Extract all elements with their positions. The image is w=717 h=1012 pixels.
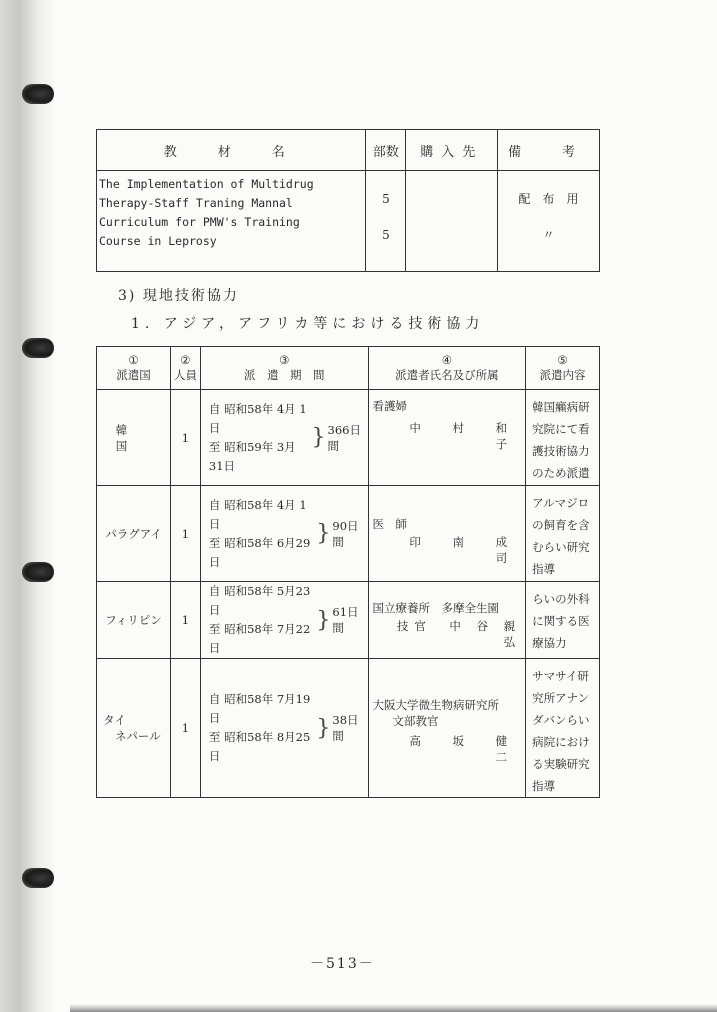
- dispatchee-name: 印 南 成 司: [409, 535, 522, 565]
- page-bottom-edge: [70, 1004, 717, 1012]
- material-name-line: Therapy-Staff Traning Mannal: [99, 196, 293, 210]
- material-name-line: The Implementation of Multidrug: [99, 177, 314, 191]
- copies-value: 5: [382, 192, 390, 206]
- brace-icon: }: [316, 607, 331, 633]
- header-remarks: 備 考: [498, 130, 600, 171]
- content-cell: アルマジロ の飼育を含 むらい研究 指導: [526, 486, 600, 582]
- dispatchee-cell: [368, 659, 526, 798]
- page-number: －513－: [310, 956, 375, 972]
- dispatch-table: [96, 346, 600, 798]
- content-cell: らいの外科 に関する医 療協力: [526, 582, 600, 659]
- period-to: 至 昭和59年 3月31日: [208, 439, 296, 473]
- material-purchase-cell: [406, 171, 498, 272]
- materials-header-row: [97, 130, 600, 171]
- binder-ring: [22, 868, 54, 888]
- brace-icon: }: [311, 425, 326, 450]
- period-days: 61日間: [332, 605, 359, 635]
- dispatch-row: [97, 486, 600, 582]
- count-cell: 1: [170, 582, 200, 659]
- period-days: 366日間: [327, 422, 361, 453]
- material-name-cell: [97, 171, 366, 272]
- header-country: ① 派遣国: [97, 347, 171, 390]
- dispatchee-name: 中 村 和 子: [409, 421, 522, 451]
- period-cell: [200, 659, 368, 798]
- dispatchee-cell: [368, 486, 526, 582]
- count-cell: 1: [170, 390, 200, 486]
- country-cell: 韓 国: [97, 390, 171, 486]
- country-cell: フィリピン: [97, 582, 171, 659]
- header-content: ⑤ 派遣内容: [526, 347, 600, 390]
- count-cell: 1: [170, 486, 200, 582]
- material-name-line: Curriculum for PMW's Training: [99, 215, 300, 229]
- header-period: ③ 派 遣 期 間: [200, 347, 368, 390]
- binder-ring: [22, 84, 54, 104]
- dispatchee-cell: [368, 390, 526, 486]
- period-from: 自 昭和58年 7月19日: [208, 692, 311, 725]
- header-material-name: 教 材 名: [97, 130, 366, 171]
- content-cell: 韓国癩病研 究院にて看 護技術協力 のため派遣: [526, 390, 600, 486]
- period-cell: [200, 390, 368, 486]
- header-personnel: ② 人員: [170, 347, 200, 390]
- affiliation-line: 国立療養所 多摩全生園: [372, 601, 500, 615]
- dispatchee-name: 技官 中 谷 親 弘: [396, 619, 522, 649]
- period-to: 至 昭和58年 6月29日: [208, 535, 311, 569]
- binder-ring: [22, 562, 54, 582]
- dispatch-row: [97, 390, 600, 486]
- period-to: 至 昭和58年 7月22日: [208, 622, 311, 655]
- brace-icon: }: [316, 715, 331, 741]
- affiliation-line: 医 師: [372, 517, 408, 531]
- affiliation-line: 看護婦: [372, 399, 408, 413]
- period-cell: [200, 486, 368, 582]
- header-purchase-source: 購入先: [406, 130, 498, 171]
- period-from: 自 昭和58年 5月23日: [208, 584, 311, 617]
- dispatchee-name: 高 坂 健 二: [409, 734, 522, 764]
- section-heading: 3) 現地技術協力: [118, 288, 239, 304]
- header-dispatchee: ④ 派遣者氏名及び所属: [368, 347, 526, 390]
- country-cell: パラグアイ: [97, 486, 171, 582]
- affiliation-line: 大阪大学微生物病研究所: [372, 698, 500, 712]
- brace-icon: }: [316, 521, 331, 546]
- binder-ring: [22, 338, 54, 358]
- period-from: 自 昭和58年 4月 1日: [208, 401, 307, 435]
- dispatch-row: [97, 659, 600, 798]
- country-cell: タイ ネパール: [97, 659, 171, 798]
- count-cell: 1: [170, 659, 200, 798]
- material-name-line: Course in Leprosy: [99, 234, 217, 248]
- content-cell: サマサイ研 究所アナン ダバンらい 病院におけ る実験研究 指導: [526, 659, 600, 798]
- dispatchee-cell: [368, 582, 526, 659]
- copies-value: 5: [382, 228, 390, 242]
- remarks-value: 配 布 用: [518, 192, 579, 206]
- material-copies-cell: [366, 171, 406, 272]
- remarks-value: 〃: [542, 228, 555, 242]
- sub-heading: 1. アジア，アフリカ等における技術協力: [131, 316, 485, 332]
- dispatch-row: [97, 582, 600, 659]
- header-copies: 部数: [366, 130, 406, 171]
- period-days: 90日間: [332, 518, 359, 549]
- affiliation-line: 文部教官: [392, 714, 439, 728]
- binder-edge: [0, 0, 56, 1012]
- materials-table: [96, 129, 600, 272]
- dispatch-header-row: [97, 347, 600, 390]
- period-cell: [200, 582, 368, 659]
- material-remarks-cell: [498, 171, 600, 272]
- materials-row: [97, 171, 600, 272]
- period-from: 自 昭和58年 4月 1日: [208, 497, 307, 531]
- period-to: 至 昭和58年 8月25日: [208, 730, 311, 763]
- period-days: 38日間: [332, 713, 359, 743]
